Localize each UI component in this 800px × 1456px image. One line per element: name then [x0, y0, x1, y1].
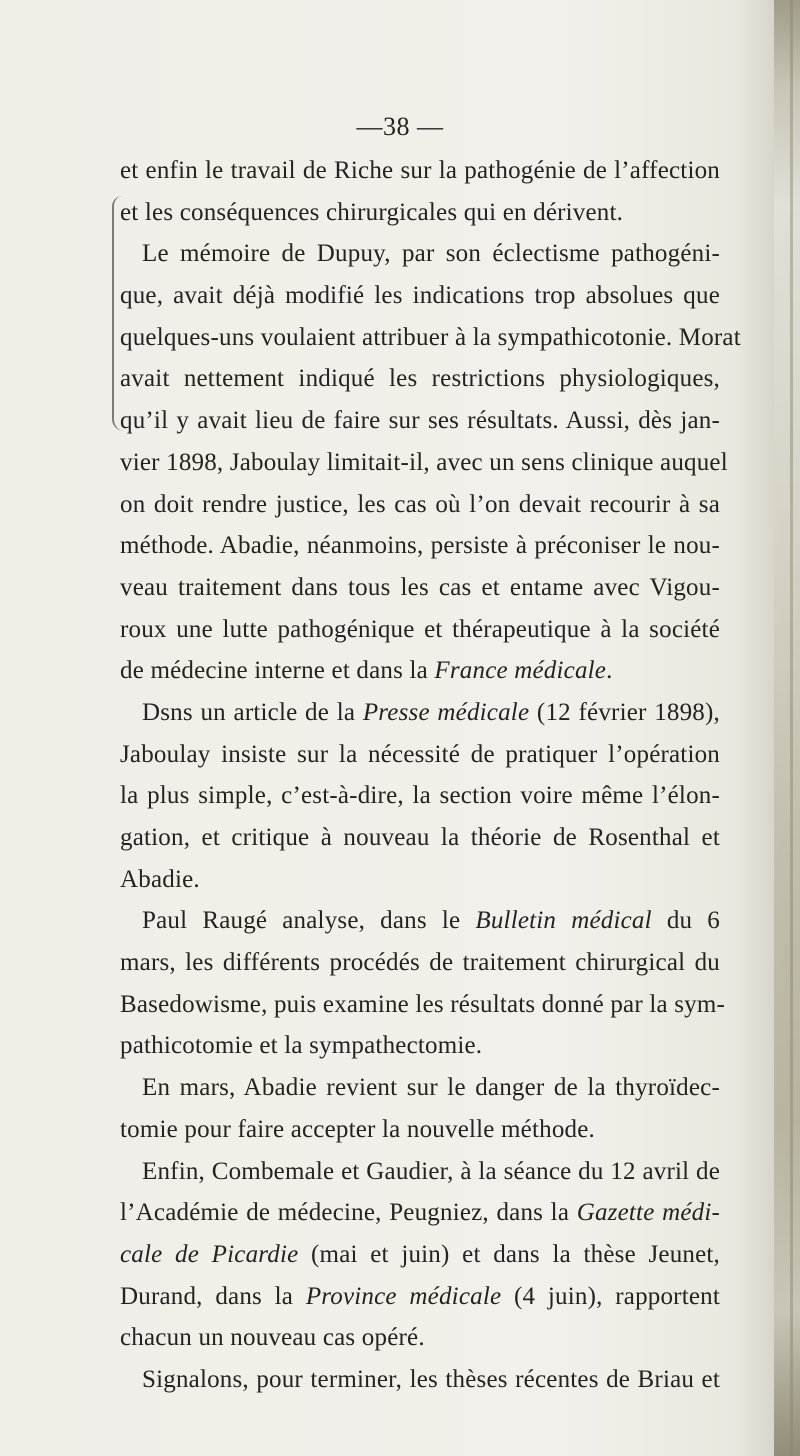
journal-title: France médicale — [434, 657, 607, 685]
text-line — [120, 567, 720, 609]
line-text: veau traitement dans tous les cas et entame avec Vigou- — [120, 573, 720, 601]
line-text: la plus simple, c’est-à-dire, la section voire même l’élon- — [120, 782, 720, 810]
line-text: méthode. Abadie, néanmoins, persiste à préconiser le nou- — [120, 532, 720, 560]
line-text: quelques-uns voulaient attribuer à la sympathicotonie. Morat — [120, 323, 741, 351]
line-text: roux une lutte pathogénique et thérapeutique à la société — [120, 615, 720, 643]
text-line — [120, 1192, 720, 1234]
line-text: . — [606, 657, 613, 685]
text-line — [120, 1109, 720, 1151]
line-text: Signalons, pour terminer, les thèses récentes de Briau et — [142, 1365, 720, 1393]
text-line — [120, 650, 720, 692]
journal-title: cale de Picardie — [120, 1240, 299, 1268]
line-text: et les conséquences chirurgicales qui en dérivent. — [120, 198, 624, 226]
text-line — [120, 859, 720, 901]
line-text: Basedowisme, puis examine les résultats donné par la sym- — [120, 990, 726, 1018]
page-edge-shadow — [774, 0, 800, 1456]
line-text: que, avait déjà modifié les indications trop absolues que — [120, 282, 720, 310]
line-text: (12 février 1898), — [529, 698, 720, 726]
text-line — [120, 484, 720, 526]
page-number: —38 — — [356, 112, 444, 141]
text-line — [120, 1359, 720, 1401]
line-text: gation, et critique à nouveau la théorie de Rosenthal et — [120, 824, 720, 851]
text-line — [120, 775, 720, 817]
text-line — [120, 1234, 720, 1276]
text-line — [120, 275, 720, 317]
text-line — [120, 1067, 720, 1109]
text-line — [120, 984, 726, 1026]
page-text — [120, 150, 741, 1401]
text-line — [120, 358, 720, 400]
line-text: (mai et juin) et dans la thèse Jeunet, — [298, 1240, 720, 1268]
line-text: qu’il y avait lieu de faire sur ses résultats. Aussi, dès jan- — [120, 407, 720, 435]
line-text: l’Académie de médecine, Peugniez, dans la — [120, 1199, 577, 1227]
text-line — [120, 317, 741, 359]
text-line — [120, 734, 720, 776]
text-line — [120, 1276, 720, 1318]
journal-title: Gazette médi- — [576, 1199, 720, 1227]
line-text: avait nettement indiqué les restrictions physiologiques, — [120, 365, 720, 393]
line-text: Abadie. — [120, 865, 200, 893]
text-line — [120, 609, 720, 651]
text-line — [120, 150, 720, 192]
line-text: Durand, dans la — [120, 1282, 306, 1310]
line-text: tomie pour faire accepter la nouvelle méthode. — [120, 1115, 595, 1143]
line-text: pathicotomie et la sympathectomie. — [120, 1032, 483, 1060]
text-line — [120, 900, 720, 942]
line-text: En mars, Abadie revient sur le danger de la thyroïdec- — [142, 1074, 720, 1102]
line-text: chacun un nouveau cas opéré. — [120, 1324, 425, 1352]
line-text: (4 juin), rapportent — [501, 1282, 720, 1310]
line-text: et enfin le travail de Riche sur la pathogénie de l’affection — [120, 157, 720, 184]
text-line — [120, 442, 728, 484]
line-text: Jaboulay insiste sur la nécessité de pratiquer l’opération — [120, 740, 720, 768]
line-text: vier 1898, Jaboulay limitait-il, avec un sens clinique auquel — [120, 448, 728, 476]
text-line — [120, 1151, 720, 1193]
text-line — [120, 400, 720, 442]
text-line — [120, 942, 720, 984]
line-text: mars, les différents procédés de traitement chirurgical du — [120, 949, 720, 977]
text-line — [120, 1025, 720, 1067]
journal-title: Bulletin médical — [475, 907, 652, 935]
text-line — [120, 525, 720, 567]
line-text: on doit rendre justice, les cas où l’on devait recourir à sa — [120, 490, 720, 518]
text-line — [120, 233, 720, 275]
journal-title: Province médicale — [305, 1282, 502, 1310]
line-text: Paul Raugé analyse, dans le — [142, 907, 476, 935]
journal-title: Presse médicale — [362, 698, 530, 726]
line-text: Enfin, Combemale et Gaudier, à la séance du 12 avril de — [142, 1157, 720, 1185]
text-line — [120, 1317, 720, 1359]
line-text: Dsns un article de la — [142, 698, 363, 726]
text-line — [120, 817, 720, 859]
line-text: du 6 — [651, 907, 720, 935]
line-text: Le mémoire de Dupuy, par son éclectisme pathogéni- — [142, 240, 720, 268]
line-text: de médecine interne et dans la — [120, 657, 435, 685]
text-line — [120, 692, 720, 734]
text-line — [120, 192, 720, 234]
